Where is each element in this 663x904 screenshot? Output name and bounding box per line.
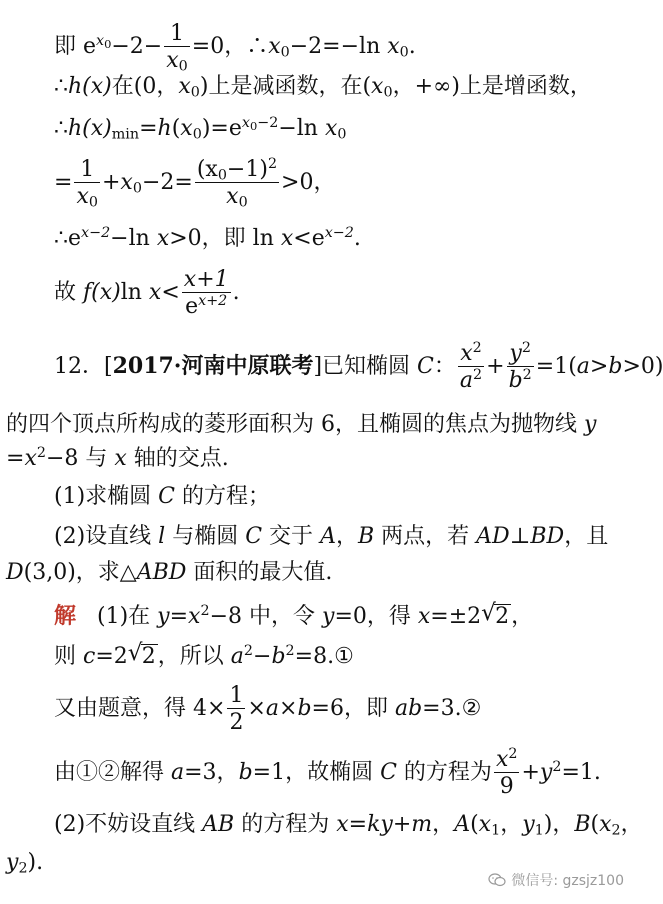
fraction-y2-b2: $\frac{y^2}{b^2}$: [508, 340, 532, 394]
solution-line-3: 又由题意，得 4× $\frac{1}{2}$ ×a×b=6，即 ab=3.②: [54, 683, 482, 736]
watermark-text: 微信号: gzsjz100: [511, 873, 624, 889]
question-source: 2017·河南中原联考: [112, 353, 314, 380]
fraction-1-over-x0: $\frac{1}{x_0}$: [166, 21, 188, 75]
sqrt-2: √ 2: [481, 604, 511, 628]
fraction-x2-9: $\frac{x^2}{9}$: [495, 746, 518, 800]
line-3: $\therefore h(x)_{min}=h(x_0)=e^{x_0-2}-\ln$ $x_0$: [54, 115, 347, 143]
solution-line-4: 由①②解得 a=3，b=1，故椭圆 C 的方程为 $\frac{x^2}{9}$ $+y^2=1$.: [54, 746, 601, 800]
line-4: = $\frac{1}{x_0}$ $+x_0-2=$ $\frac{(x_0-1)^2}{x_0}$ >0，: [54, 156, 336, 211]
question-12-line-3: $=x^2-8$ 与 x 轴的交点.: [6, 445, 229, 471]
wechat-icon: [488, 873, 506, 887]
question-12-line-2: 的四个顶点所构成的菱形面积为 6，且椭圆的焦点为抛物线 y: [6, 412, 597, 437]
watermark: [488, 870, 624, 890]
question-12-part-1: (1)求椭圆 C 的方程；: [54, 484, 271, 509]
solution-line-2: 则 c=2√ 2，所以 $a^2-b^2=8.①$: [54, 644, 354, 668]
question-12-part-2: (2)设直线 l 与椭圆 C 交于 A，B 两点，若 AD⊥BD，且: [54, 524, 609, 549]
solution-line-6: $y_2$).: [6, 850, 44, 877]
question-12-line-1: 12．[2017·河南中原联考]已知椭圆 C： $\frac{x^2}{a^2}$ + $\frac{y^2}{b^2}$ =1(a>b>0): [54, 340, 663, 394]
solution-line-5: (2)不妨设直线 AB 的方程为 x=ky+m，$A(x_1$，$y_1$)，$B(x_2$，: [54, 812, 643, 839]
fraction-x1-over-e: $\frac{x+1}{e^{x+2}}$: [183, 267, 229, 320]
solution-label: 解: [54, 603, 77, 629]
question-12-part-2-line-2: D(3,0)，求△ABD 面积的最大值.: [6, 560, 333, 585]
fraction-1-2: $\frac{1}{2}$: [229, 683, 244, 736]
line-1: 即 $e^{x_0}-2-$ $\frac{1}{x_0}$ =0，$\therefore x_0-2=-\ln$ $x_0$.: [54, 21, 416, 75]
sqrt-2: √ 2: [128, 644, 158, 668]
line-5: $\therefore e^{x-2}-\ln$ x>0，即 $\ln x<e^{x-2}$.: [54, 225, 361, 251]
solution-line-1: 解 (1)在 $y=x^2-8$ 中，令 y=0，得 x=±2√ 2，: [54, 604, 533, 628]
fraction-x2-a2: $\frac{x^2}{a^2}$: [459, 340, 483, 394]
fraction-1-over-x0: $\frac{1}{x_0}$: [76, 157, 98, 211]
line-2: ∴h(x)在(0，$x_0$)上是减函数，在($x_0$，+∞)上是增函数，: [54, 74, 592, 101]
line-6: 故 f(x)ln x< $\frac{x+1}{e^{x+2}}$ .: [54, 267, 240, 320]
fraction-squared: $\frac{(x_0-1)^2}{x_0}$: [196, 156, 278, 211]
